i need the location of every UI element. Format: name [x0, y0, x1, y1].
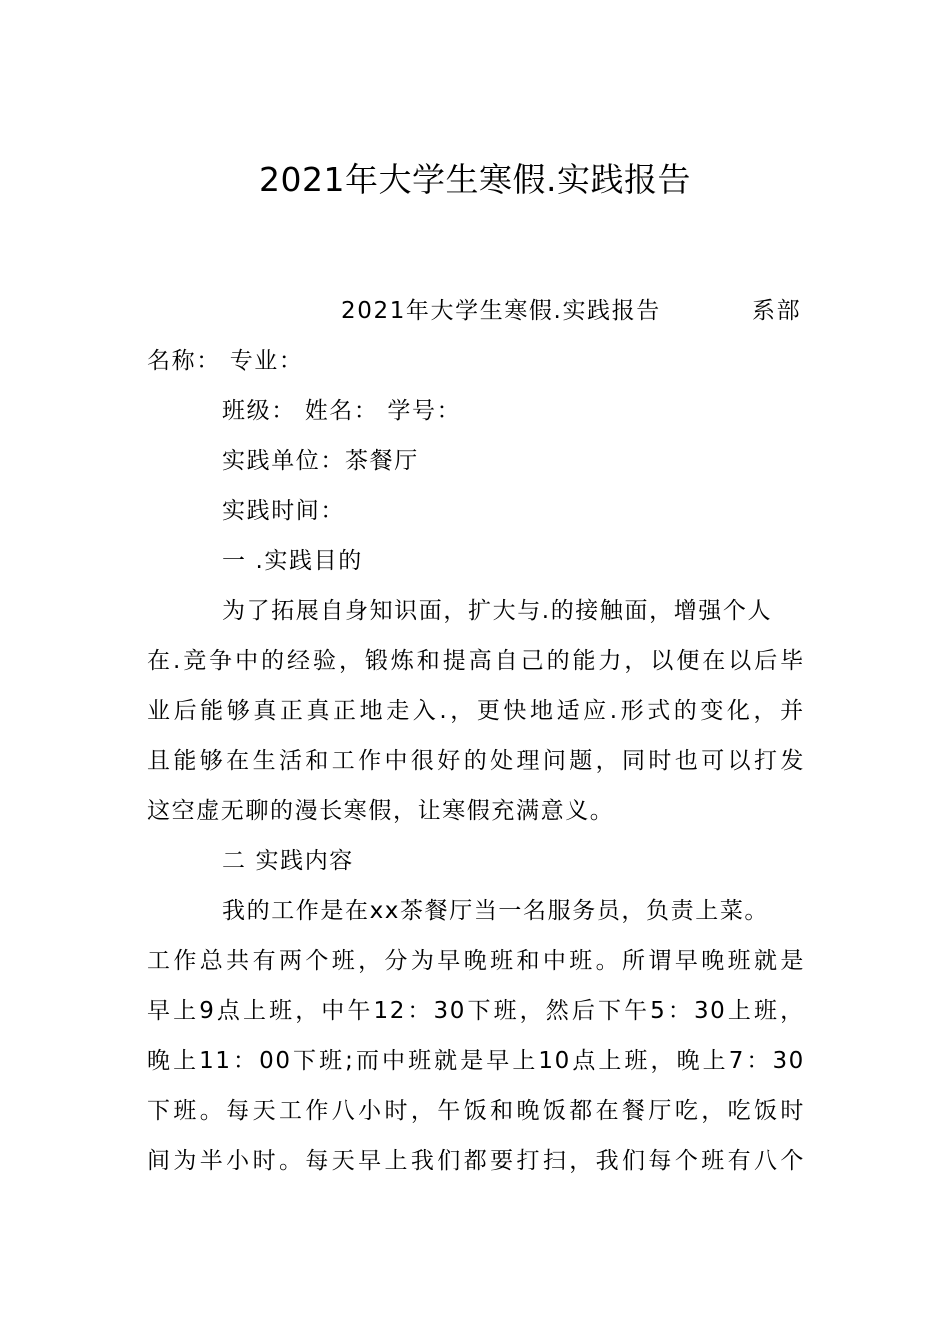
- paragraph-line: 工 作 总 共 有 两 个 班 ， 分 为 早 晚 班 和 中 班 。 所 谓 早 晚 班 就 是: [147, 948, 805, 974]
- header-title-line: 2021年大学生寒假.实践报告: [341, 298, 661, 324]
- paragraph-line: 我的工作是在xx茶餐厅当一名服务员，负责上菜。: [222, 898, 770, 924]
- paragraph-line: 早 上 9 点 上 班 ， 中 午 12 ： 30 下 班 ， 然 后 下 午 5 ： 30 上 班 ，: [147, 998, 805, 1024]
- info-line-name-major: 名称： 专业：: [147, 348, 304, 374]
- paragraph-line: 这空虚无聊的漫长寒假，让寒假充满意义。: [147, 798, 615, 824]
- info-line-class-name-id: 班级： 姓名： 学号：: [222, 398, 462, 424]
- section-heading-purpose: 一 .实践目的: [222, 548, 363, 574]
- header-department-label: 系部: [752, 298, 802, 324]
- paragraph-line: 业 后 能 够 真 正 真 正 地 走 入 . ， 更 快 地 适 应 . 形 式 的 变 化 ， 并: [147, 698, 805, 724]
- info-line-time: 实践时间：: [222, 498, 345, 524]
- paragraph-line: 在 . 竞 争 中 的 经 验 ， 锻 炼 和 提 高 自 己 的 能 力 ， 以 便 在 以 后 毕: [147, 648, 805, 674]
- info-line-unit: 实践单位：茶餐厅: [222, 448, 419, 474]
- paragraph-line: 且 能 够 在 生 活 和 工 作 中 很 好 的 处 理 问 题 ， 同 时 也 可 以 打 发: [147, 748, 805, 774]
- paragraph-line: 晚 上 11 ： 00 下 班 ; 而 中 班 就 是 早 上 10 点 上 班 ， 晚 上 7 ： 30: [147, 1048, 805, 1074]
- document-title: 2021年大学生寒假.实践报告: [259, 160, 691, 199]
- paragraph-line: 为了拓展自身知识面，扩大与.的接触面，增强个人: [222, 598, 773, 624]
- paragraph-line: 下 班 。 每 天 工 作 八 小 时 ， 午 饭 和 晚 饭 都 在 餐 厅 吃 ， 吃 饭 时: [147, 1098, 805, 1124]
- section-heading-content: 二 实践内容: [222, 848, 354, 874]
- paragraph-line: 间 为 半 小 时 。 每 天 早 上 我 们 都 要 打 扫 ， 我 们 每 个 班 有 八 个: [147, 1148, 805, 1174]
